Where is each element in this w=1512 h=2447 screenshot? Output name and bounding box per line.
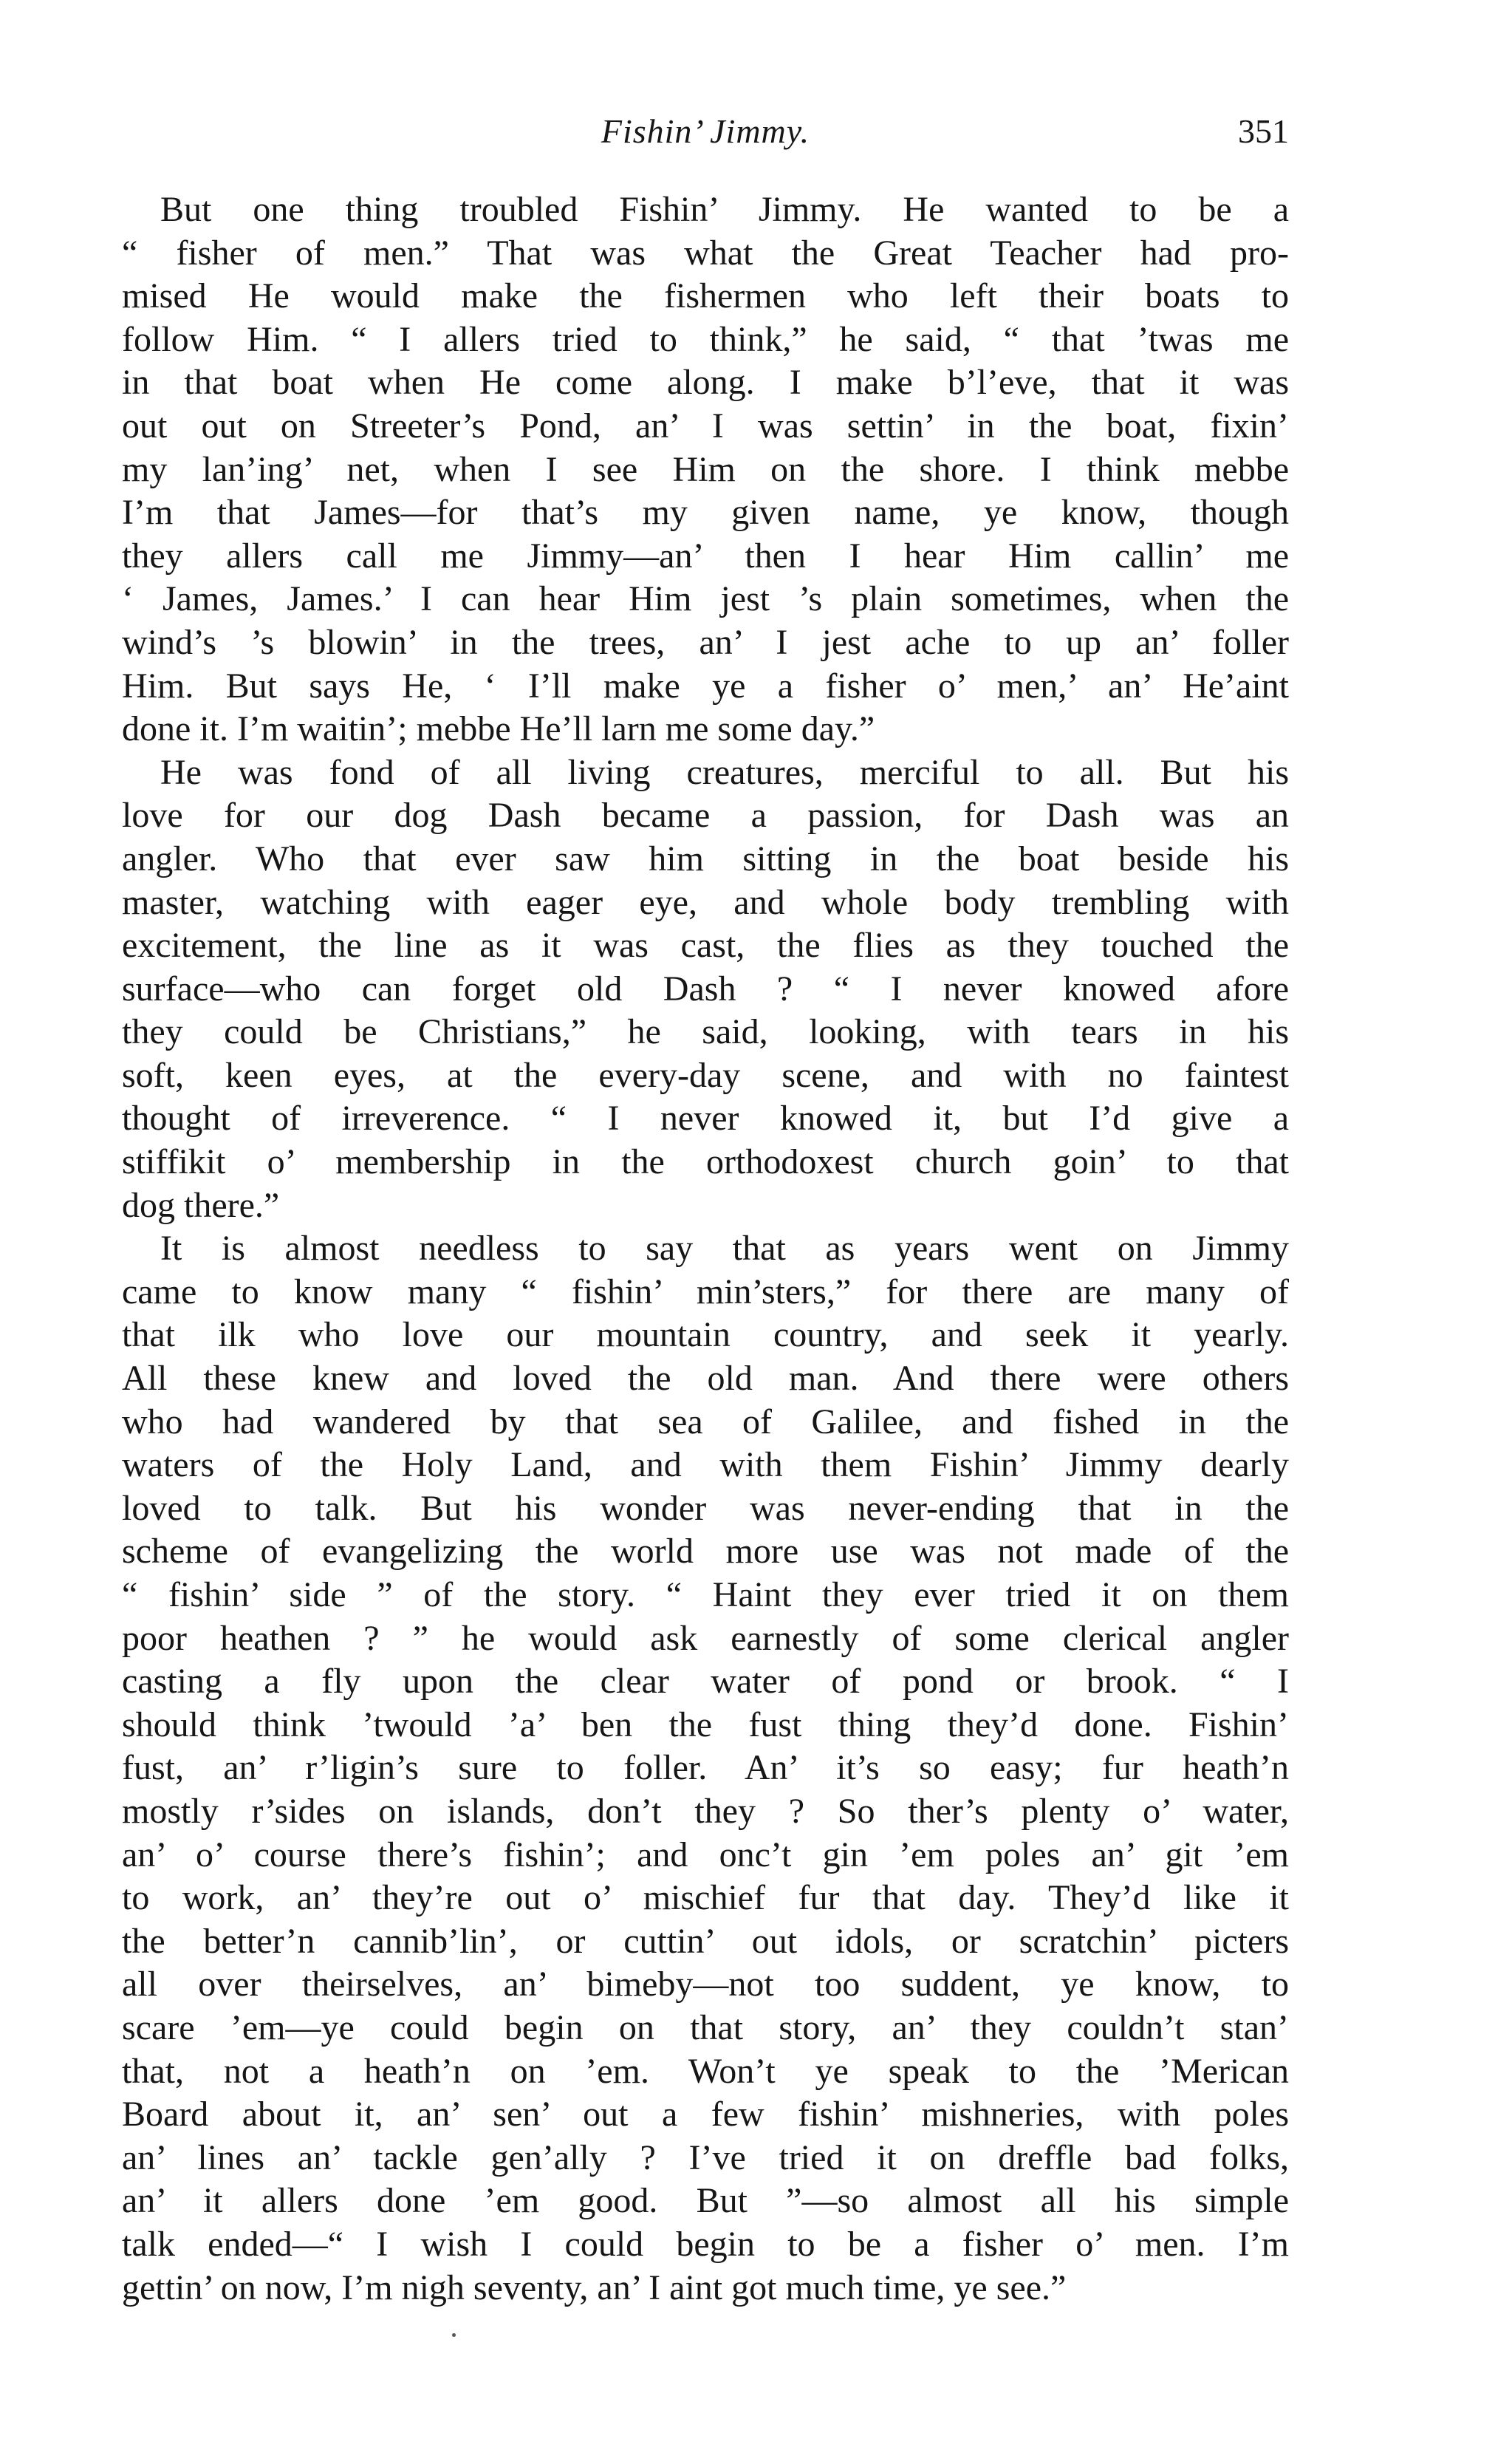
text-line: waters of the Holy Land, and with them Fishin’ Jimmy dearly [122, 1445, 1289, 1485]
text-line: excitement, the line as it was cast, the flies as they touched the [122, 926, 1289, 966]
text-line: talk ended—“ I wish I could begin to be a fisher o’ men. I’m [122, 2224, 1289, 2264]
text-line: surface—who can forget old Dash ? “ I never knowed afore [122, 969, 1289, 1009]
text-line: came to know many “ fishin’ min’sters,” for there are many of [122, 1272, 1289, 1311]
page-number: 351 [1238, 112, 1289, 150]
print-speck [452, 2333, 456, 2337]
text-line: done it. I’m waitin’; mebbe He’ll larn me some day.” [122, 709, 875, 749]
text-line: should think ’twould ’a’ ben the fust thing they’d done. Fishin’ [122, 1704, 1289, 1744]
text-line: that ilk who love our mountain country, and seek it yearly. [122, 1315, 1289, 1355]
text-line: mised He would make the fishermen who left their boats to [122, 276, 1289, 316]
text-line: gettin’ on now, I’m nigh seventy, an’ I aint got much time, ye see.” [122, 2267, 1067, 2307]
text-line: poor heathen ? ” he would ask earnestly of some clerical angler [122, 1618, 1289, 1658]
text-line: the better’n cannib’lin’, or cuttin’ out idols, or scratchin’ picters [122, 1921, 1289, 1961]
text-line: that, not a heath’n on ’em. Won’t ye speak to the ’Merican [122, 2051, 1289, 2091]
text-line: ‘ James, James.’ I can hear Him jest ’s plain sometimes, when the [122, 579, 1289, 619]
text-line: master, watching with eager eye, and whole body trembling with [122, 882, 1289, 922]
text-line: follow Him. “ I allers tried to think,” he said, “ that ’twas me [122, 319, 1289, 359]
text-line: love for our dog Dash became a passion, for Dash was an [122, 796, 1289, 836]
text-line: Him. But says He, ‘ I’ll make ye a fisher o’ men,’ an’ He’aint [122, 666, 1289, 706]
text-line: dog there.” [122, 1185, 280, 1225]
body-text [122, 188, 1289, 2310]
text-line: soft, keen eyes, at the every-day scene, and with no faintest [122, 1055, 1289, 1095]
text-line: scheme of evangelizing the world more use was not made of the [122, 1532, 1289, 1571]
text-line: It is almost needless to say that as years went on Jimmy [160, 1229, 1289, 1269]
text-line: to work, an’ they’re out o’ mischief fur that day. They’d like it [122, 1878, 1289, 1918]
text-line: they allers call me Jimmy—an’ then I hear Him callin’ me [122, 536, 1289, 576]
text-line: out out on Streeter’s Pond, an’ I was settin’ in the boat, fixin’ [122, 406, 1289, 446]
text-line: they could be Christians,” he said, looking, with tears in his [122, 1012, 1289, 1052]
text-line: casting a fly upon the clear water of pond or brook. “ I [122, 1662, 1289, 1702]
text-line: “ fishin’ side ” of the story. “ Haint they ever tried it on them [122, 1575, 1289, 1614]
text-line: an’ lines an’ tackle gen’ally ? I’ve tried it on dreffle bad folks, [122, 2137, 1289, 2177]
text-line: in that boat when He come along. I make b’l’eve, that it was [122, 363, 1289, 403]
text-line: thought of irreverence. “ I never knowed it, but I’d give a [122, 1099, 1289, 1139]
text-line: an’ o’ course there’s fishin’; and onc’t gin ’em poles an’ git ’em [122, 1835, 1289, 1874]
text-line: fust, an’ r’ligin’s sure to foller. An’ it’s so easy; fur heath’n [122, 1748, 1289, 1788]
text-line: “ fisher of men.” That was what the Great Teacher had pro- [122, 233, 1289, 273]
text-line: He was fond of all living creatures, merciful to all. But his [160, 752, 1289, 792]
text-line: But one thing troubled Fishin’ Jimmy. He wanted to be a [160, 190, 1289, 229]
text-line: stiffikit o’ membership in the orthodoxest church goin’ to that [122, 1142, 1289, 1182]
text-line: who had wandered by that sea of Galilee, and fished in the [122, 1402, 1289, 1441]
text-line: mostly r’sides on islands, don’t they ? So ther’s plenty o’ water, [122, 1791, 1289, 1831]
text-line: my lan’ing’ net, when I see Him on the shore. I think mebbe [122, 449, 1289, 489]
text-line: all over theirselves, an’ bimeby—not too suddent, ye know, to [122, 1965, 1289, 2004]
text-line: an’ it allers done ’em good. But ”—so almost all his simple [122, 2181, 1289, 2221]
text-line: I’m that James—for that’s my given name, ye know, though [122, 493, 1289, 533]
page-header [122, 108, 1289, 155]
text-line: All these knew and loved the old man. And there were others [122, 1359, 1289, 1399]
text-line: loved to talk. But his wonder was never-ending that in the [122, 1488, 1289, 1528]
text-line: scare ’em—ye could begin on that story, an’ they couldn’t stan’ [122, 2007, 1289, 2047]
text-line: wind’s ’s blowin’ in the trees, an’ I jest ache to up an’ foller [122, 622, 1289, 662]
text-line: angler. Who that ever saw him sitting in the boat beside his [122, 839, 1289, 878]
text-line: Board about it, an’ sen’ out a few fishin’ mishneries, with poles [122, 2095, 1289, 2134]
running-head-title: Fishin’ Jimmy. [601, 112, 810, 150]
